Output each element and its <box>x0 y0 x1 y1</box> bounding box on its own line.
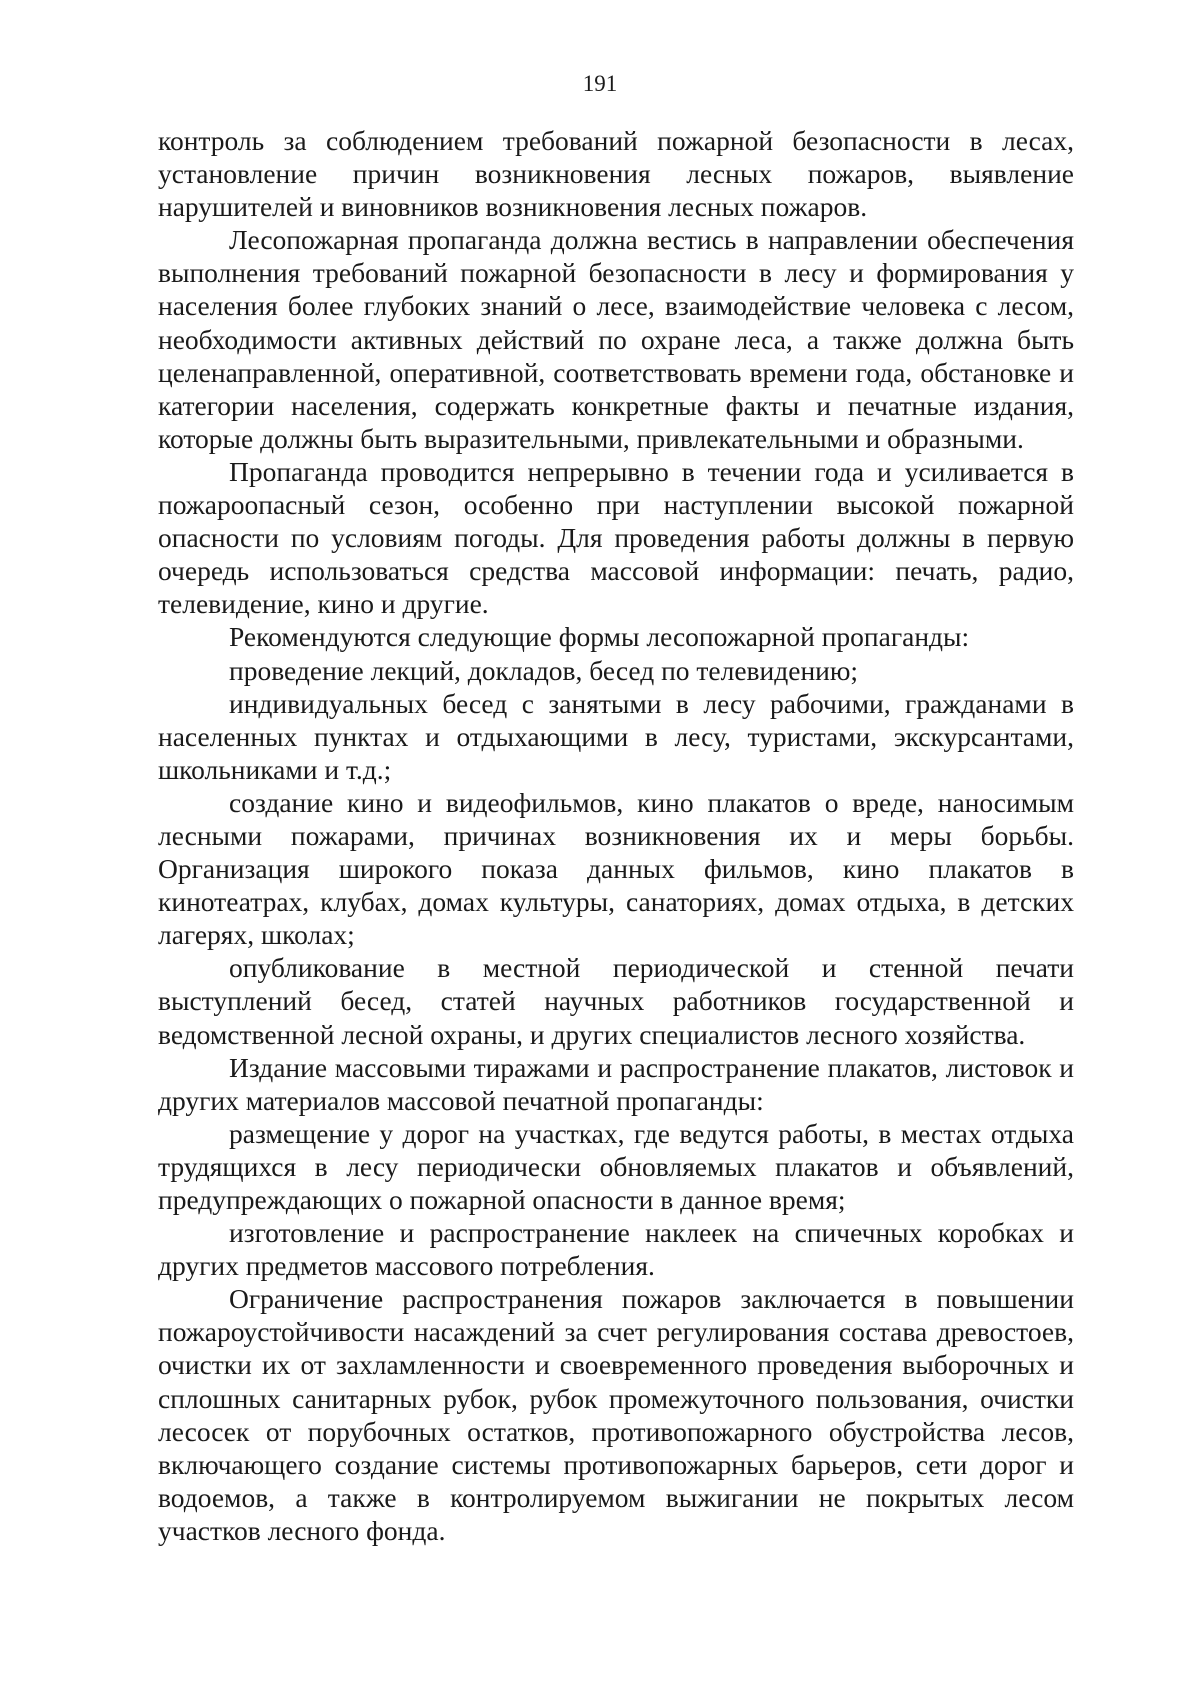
page-number: 191 <box>582 71 618 96</box>
paragraph-fire-spread-limitation: Ограничение распространения пожаров заключается в повышении пожароустойчивости насаждений за счет регулирования состава древостоев, очистки их от захламленности и своевременного проведения выборочных и сплошных санитарных рубок, рубок промежуточного пользования, очистки лесосек от порубочных остатков, противопожарного обустройства лесов, включающего создание системы противопожарных барьеров, сети дорог и водоемов, а также в контролируемом выжигании не покрытых лесом участков лесного фонда. <box>158 1283 1074 1546</box>
list-item-films-posters: создание кино и видеофильмов, кино плакатов о вреде, наносимым лесными пожарами, причинах возникновения их и меры борьбы. Организация широкого показа данных фильмов, кино плакатов в кинотеатрах, клубах, домах культуры, санаториях, домах отдыха, в детских лагерях, школах; <box>158 786 1074 951</box>
paragraph-propaganda-schedule: Пропаганда проводится непрерывно в течении года и усиливается в пожароопасный сезон, особенно при наступлении высокой пожарной опасности по условиям погоды. Для проведения работы должны в первую очередь использоваться средства массовой информации: печать, радио, телевидение, кино и другие. <box>158 455 1074 620</box>
list-item-matchbox-stickers: изготовление и распространение наклеек на спичечных коробках и других предметов массового потребления. <box>158 1217 1074 1282</box>
list-item-individual-talks: индивидуальных бесед с занятыми в лесу рабочими, гражданами в населенных пунктах и отдыхающими в лесу, туристами, экскурсантами, школьниками и т.д.; <box>158 687 1074 785</box>
list-item-publications: опубликование в местной периодической и стенной печати выступлений бесед, статей научных работников государственной и ведомственной лесной охраны, и других специалистов лесного хозяйства. <box>158 952 1074 1050</box>
paragraph-fire-safety-control: контроль за соблюдением требований пожарной безопасности в лесах, установление причин возникновения лесных пожаров, выявление нарушителей и виновников возникновения лесных пожаров. <box>158 125 1074 223</box>
document-body <box>158 124 1074 1547</box>
paragraph-mass-printing: Издание массовыми тиражами и распространение плакатов, листовок и других материалов массовой печатной пропаганды: <box>158 1051 1074 1116</box>
paragraph-fire-propaganda-goals: Лесопожарная пропаганда должна вестись в направлении обеспечения выполнения требований пожарной безопасности в лесу и формирования у населения более глубоких знаний о лесе, взаимодействие человека с лесом, необходимости активных действий по охране леса, а также должна быть целенаправленной, оперативной, соответствовать времени года, обстановке и категории населения, содержать конкретные факты и печатные издания, которые должны быть выразительными, привлекательными и образными. <box>158 224 1074 454</box>
paragraph-recommended-forms: Рекомендуются следующие формы лесопожарной пропаганды: <box>229 621 970 653</box>
list-item-lectures: проведение лекций, докладов, бесед по телевидению; <box>229 654 859 686</box>
list-item-road-posters: размещение у дорог на участках, где ведутся работы, в местах отдыха трудящихся в лесу периодически обновляемых плакатов и объявлений, предупреждающих о пожарной опасности в данное время; <box>158 1117 1074 1215</box>
